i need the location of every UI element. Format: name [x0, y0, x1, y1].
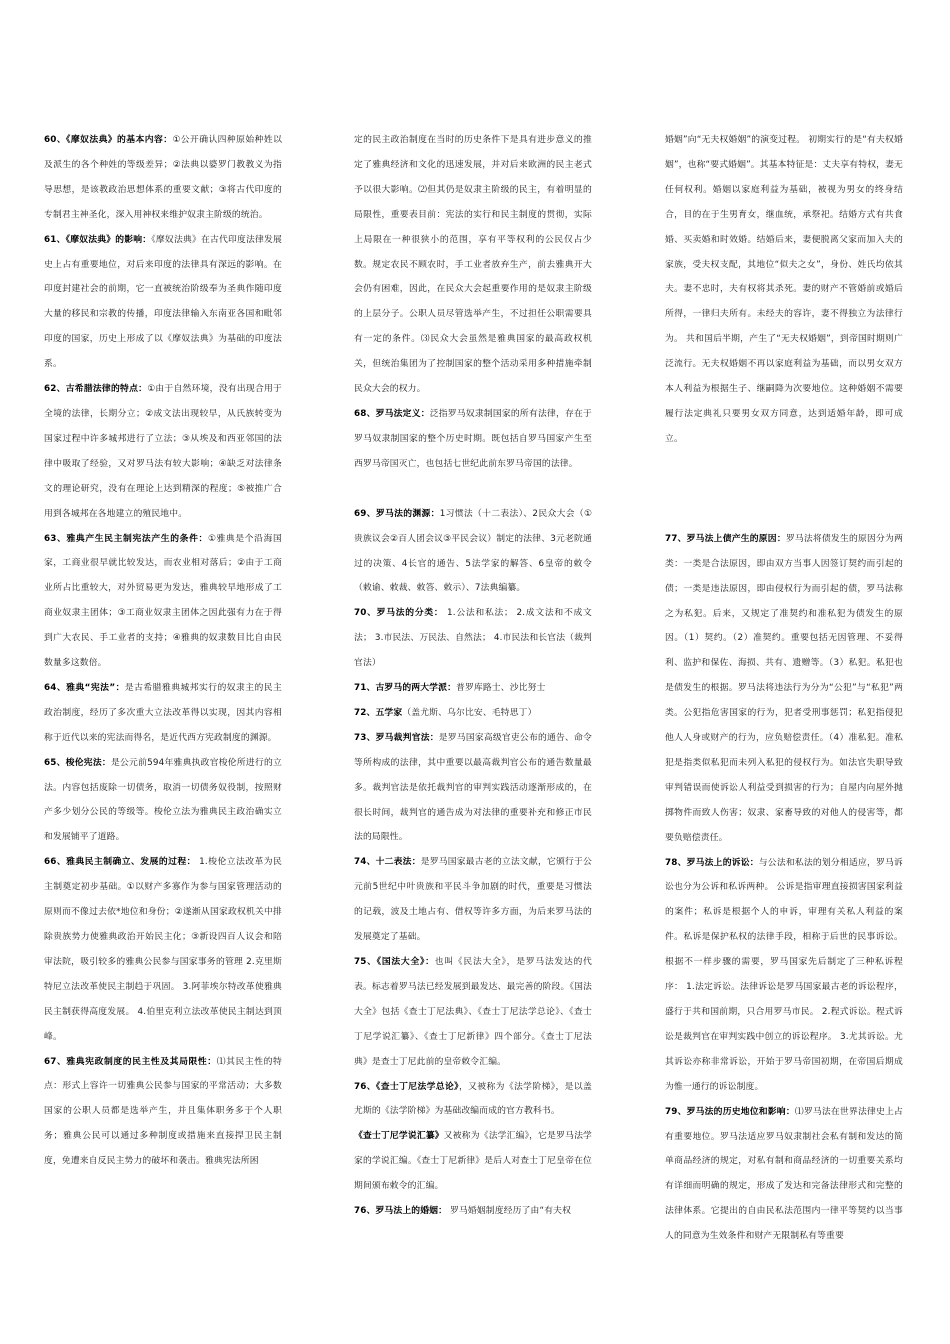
entry-body: 1.公法和私法； 2.成文法和不成文法； 3.市民法、万民法、自然法； 4.市民法和长官法（裁判官法） [354, 608, 593, 669]
entry-body: 也叫《民法大全》，是罗马法发达的代表。标志着罗马法已经发展到最发达、最完善的阶段。《国法大全》包括《查士丁尼法典》、《查士丁尼法学总论》、《查士丁尼学说汇纂》、《查士丁尼新律》四个部分。《查士丁尼法典》是查士丁尼此前的皇帝敕令汇编。 [354, 957, 592, 1067]
text-column-right [665, 128, 903, 1249]
entry-68 [354, 402, 592, 477]
entry-body: ①由于自然环境，没有出现合用于全境的法律，长期分立；②成文法出现较早，从氏族转变为国家过程中许多城邦进行了立法；③从埃及和西亚邻国的法律中吸取了经验，又对罗马法有较大影响；④缺乏对法律条文的理论研究，没有在理论上达到精深的程度；⑤被推广合用到各城邦在各地建立的殖民地中。 [44, 384, 283, 519]
entry-78 [665, 851, 903, 1100]
entry-body: 罗马婚姻制度经历了由“有夫权 [447, 1206, 572, 1217]
entry-66 [44, 850, 282, 1049]
entry-body: 是罗马国家高级官吏公布的通告、命令等所构成的法律，其中重要以最高裁判官公布的通告数量最多。裁判官法是依托裁判官的审判实践活动逐渐形成的，在很长时间，裁判官的通告成为对法律的重要补充和修正市民法的局限性。 [354, 732, 592, 843]
entry-heading: 68、罗马法定义： [354, 408, 430, 419]
entry-body: ①雅典是个沿海国家，工商业很早就比较发达，而农业相对落后；②由于工商业所占比重较大，对外贸易更为发达，雅典较早地形成了工商业奴隶主团体；③工商业奴隶主团体之因此强有力在于得到广大农民、手工业者的支持；④雅典的奴隶数目比自由民数量多这数倍。 [44, 533, 282, 669]
entry-heading: 73、罗马裁判官法： [354, 732, 439, 743]
entry-body: 1.梭伦立法改革为民主制奠定初步基础。①以财产多寡作为参与国家管理活动的原则而不像过去依*地位和身份；②遂渐从国家政权机关中排除贵族势力使雅典政治开始民主化；③新设四百人议会和陪审法院，吸引较多的雅典公民参与国家事务的管理 2.克里斯特尼立法改革使民主制趋于巩固。 3.阿菲埃尔特改革使雅典民主制获得高度发展。 4.伯里克利立法改革使民主制达到顶峰。 [44, 857, 282, 1042]
entry-76-marriage-continued [665, 128, 903, 452]
entry-61 [44, 228, 282, 377]
entry-body: 婚姻”向“无夫权婚姻”的演变过程。 初期实行的是“有夫权婚姻”，也称“要式婚姻”。其基本特征是：丈夫享有特权，妻无任何权利。婚姻以家庭利益为基础，被视为男女的终身结合，目的在于生男育女，继血统，承祭祀。结婚方式有共食婚、买卖婚和时效婚。结婚后来，妻便脱离父家而加入夫的家族，受夫权支配，其地位“似夫之女”，身份、姓氏均依其夫。妻不忠时，夫有权将其杀死。妻的财产不管婚前或婚后所得，一律归夫所有。未经夫的容许，妻不得独立为法律行为。 共和国后半期，产生了“无夫权婚姻”，到帝国时期则广泛流行。无夫权婚姻不再以家庭利益为基础，而以男女双方本人利益为根据生子、继嗣降为次要地位。这种婚姻不需要履行法定典礼只要男女双方同意，达到适婚年龄，即可成立。 [665, 135, 903, 444]
entry-72 [354, 701, 592, 726]
entry-heading: 65、梭伦宪法： [44, 757, 111, 768]
entry-74 [354, 850, 592, 950]
entry-body: 是公元前594年雅典执政官梭伦所进行的立法。内容包括废除一切债务，取消一切债务奴役制，按照财产多少划分公民的等级等。梭伦立法为雅典民主政治确实立和发展铺平了道路。 [44, 757, 282, 843]
entry-75 [354, 950, 592, 1075]
entry-67 [44, 1050, 282, 1175]
entry-body: ⑴其民主性的特点：形式上容许一切雅典公民参与国家的平常活动；大多数国家的公职人员都是选举产生，并且集体职务多于个人职务；雅典公民可以通过多种制度或措施来直接捍卫民主制度，免遭来自反民主势力的破坏和袭击。雅典宪法所困 [44, 1056, 282, 1167]
entry-heading: 63、雅典产生民主制宪法产生的条件： [44, 533, 208, 544]
entry-heading: 70、罗马法的分类： [354, 608, 444, 619]
entry-body: ⑴罗马法在世界法律史上占有重要地位。罗马法适应罗马奴隶制社会私有制和发达的简单商品经济的规定，对私有制和商品经济的一切重要关系均有详细而明确的规定，形成了发达和完备法律形式和完整的法律体系。它提出的自由民私法范围内一律平等契约以当事人的同意为生效条件和财产无限制私有等重要 [665, 1106, 903, 1242]
text-column-left [44, 128, 282, 1174]
entry-63 [44, 527, 282, 676]
entry-79 [665, 1100, 903, 1249]
entry-77 [665, 527, 903, 851]
entry-heading: 76、《查士丁尼法学总论》 [354, 1081, 459, 1092]
entry-body: 又被称为《法学汇编》，它是罗马法学家的学说汇编。《查士丁尼新律》是后人对查士丁尼皇帝在位期间颁布敕令的汇编。 [354, 1131, 592, 1192]
entry-heading: 77、罗马法上债产生的原因： [665, 533, 786, 544]
entry-heading: 《查士丁尼学说汇纂》 [354, 1131, 444, 1142]
entry-body: ，又被称为《法学阶梯》，是以盖尤斯的《法学阶梯》为基础改编而成的官方教科书。 [354, 1081, 592, 1117]
entry-73 [354, 726, 592, 851]
entry-body: ①公开确认四种原始种姓以及派生的各个种姓的等级差异；②法典以婆罗门教教义为指导思想，是该教政治思想体系的重要文献；③将古代印度的专制君主神圣化，深入用神权来维护奴隶主阶级的统治。 [44, 135, 283, 220]
entry-76-institutes [354, 1075, 592, 1125]
entry-70 [354, 601, 592, 676]
entry-body: 是罗马国家最古老的立法文献，它颁行于公元前5世纪中叶贵族和平民斗争加剧的时代，重要是习惯法的记载，波及土地占有、借权等许多方面，为后来罗马法的发展奠定了基础。 [354, 857, 592, 943]
entry-76-marriage [354, 1199, 592, 1224]
entry-60 [44, 128, 282, 228]
entry-heading: 66、雅典民主制确立、发展的过程： [44, 857, 196, 868]
entry-body: 与公法和私法的划分相适应，罗马诉讼也分为公诉和私诉两种。 公诉是指审理直接损害国家利益的案件；私诉是根据个人的申诉，审理有关私人利益的案件。私诉是保护私权的法律手段，相称于后世的民事诉讼。 根据不一样步骤的需要，罗马国家先后制定了三种私诉程序： 1.法定诉讼。法律诉讼是罗马国家最古老的诉讼程序，盛行于共和国前期，只合用罗马市民。 2.程式诉讼。程式诉讼是裁判官在审判实践中创立的诉讼程序。 3.尤其诉讼。尤其诉讼亦称非常诉讼，开始于罗马帝国初期，在帝国后期成为惟一通行的诉讼制度。 [665, 857, 903, 1092]
entry-heading: 64、雅典“宪法”： [44, 682, 125, 693]
entry-digest [354, 1124, 592, 1199]
entry-heading: 75、《国法大全》： [354, 957, 435, 967]
entry-64 [44, 676, 282, 751]
entry-67-continued [354, 128, 592, 402]
entry-heading: 74、十二表法： [354, 857, 421, 868]
entry-heading: 78、罗马法上的诉讼： [665, 857, 759, 868]
entry-body: 《摩奴法典》在古代印度法律发展史上占有重要地位，对后来印度的法律具有深远的影响。在印度封建社会的前期，它一直被统治阶级奉为圣典作随印度大量的移民和宗教的传播，印度法律输入东南亚各国和毗邻印度的国家，历史上形成了以《摩奴法典》为基础的印度法系。 [44, 234, 282, 370]
entry-heading: 71、古罗马的两大学派： [354, 683, 457, 694]
entry-71 [354, 676, 592, 701]
entry-body: （盖尤斯、乌尔比安、毛特思丁） [402, 707, 537, 718]
entry-body: 普罗库路士、沙比努士 [456, 683, 546, 694]
entry-69 [354, 502, 592, 602]
entry-body: 罗马法将债发生的原因分为两类：一类是合法原因，即由双方当事人因签订契约而引起的债；一类是违法原因，即由侵权行为而引起的债，罗马法称之为私犯。后来，又规定了准契约和准私犯为债发生的原因。（1）契约。（2）准契约。重要包括无因管理、不妥得利、监护和保佐、海损、共有、遗赠等。（3）私犯。私犯也是债发生的根据。罗马法将违法行为分为“公犯”与“私犯”两类。公犯指危害国家的行为，犯者受刑事惩罚；私犯指侵犯他人人身或财产的行为，应负赔偿责任。（4）准私犯。准私犯是指类似私犯而未列入私犯的侵权行为。如法官失职导致审判错误而使诉讼人利益受到损害的行为；自屋内向屋外抛掷物件而致人伤害；奴隶、家畜导致的对他人的侵害等，都要负赔偿责任。 [665, 533, 904, 843]
entry-65 [44, 751, 282, 851]
entry-heading: 79、罗马法的历史地位和影响： [665, 1106, 795, 1117]
entry-body: 定的民主政治制度在当时的历史条件下是具有进步意义的推定了雅典经济和文化的迅速发展，并对后来欧洲的民主老式予以很大影响。⑵但其仍是奴隶主阶级的民主，有着明显的局限性，重要表目前：宪法的实行和民主制度的贯彻，实际上局限在一种很狭小的范围，享有平等权利的公民仅占少数。规定农民不顾农时，手工业者放弃生产，前去雅典开大会仍有困难，因此，在民众大会起重要作用的是奴隶主阶级的上层分子。公职人员尽管选举产生，不过担任公职需要具有一定的条件。⑶民众大会虽然是雅典国家的最高政权机关，但统治集团为了控制国家的整个活动采用多种措施牵制民众大会的权力。 [354, 135, 592, 395]
entry-body: 是古希腊雅典城邦实行的奴隶主的民主政治制度，经历了多次重大立法改革得以实现，因其内容相称于近代以来的宪法而得名，是近代西方宪政制度的渊源。 [44, 682, 282, 743]
entry-body: 1习惯法（十二表法）、2民众大会（①贵族议会②百人团会议③平民会议）制定的法律、3元老院通过的决策、4长官的通告、5法学家的解答、6皇帝的敕令（敕谕、敕裁、敕答、敕示）、7法典编纂。 [354, 508, 592, 594]
entry-heading: 67、雅典宪政制度的民主性及其局限性： [44, 1056, 217, 1067]
entry-62 [44, 377, 282, 526]
entry-heading: 62、古希腊法律的特点： [44, 384, 148, 395]
entry-heading: 76、罗马法上的婚姻： [354, 1206, 448, 1217]
entry-heading: 61、《摩奴法典》的影响： [44, 234, 152, 245]
entry-heading: 69、罗马法的渊源： [354, 508, 440, 519]
entry-heading: 60、《摩奴法典》的基本内容： [44, 135, 173, 145]
entry-body: 泛指罗马奴隶制国家的所有法律，存在于罗马奴隶制国家的整个历史时期。既包括自罗马国家产生至西罗马帝国灭亡，也包括七世纪此前东罗马帝国的法律。 [354, 408, 593, 469]
text-column-middle [354, 128, 592, 1224]
entry-heading: 72、五学家 [354, 707, 403, 718]
